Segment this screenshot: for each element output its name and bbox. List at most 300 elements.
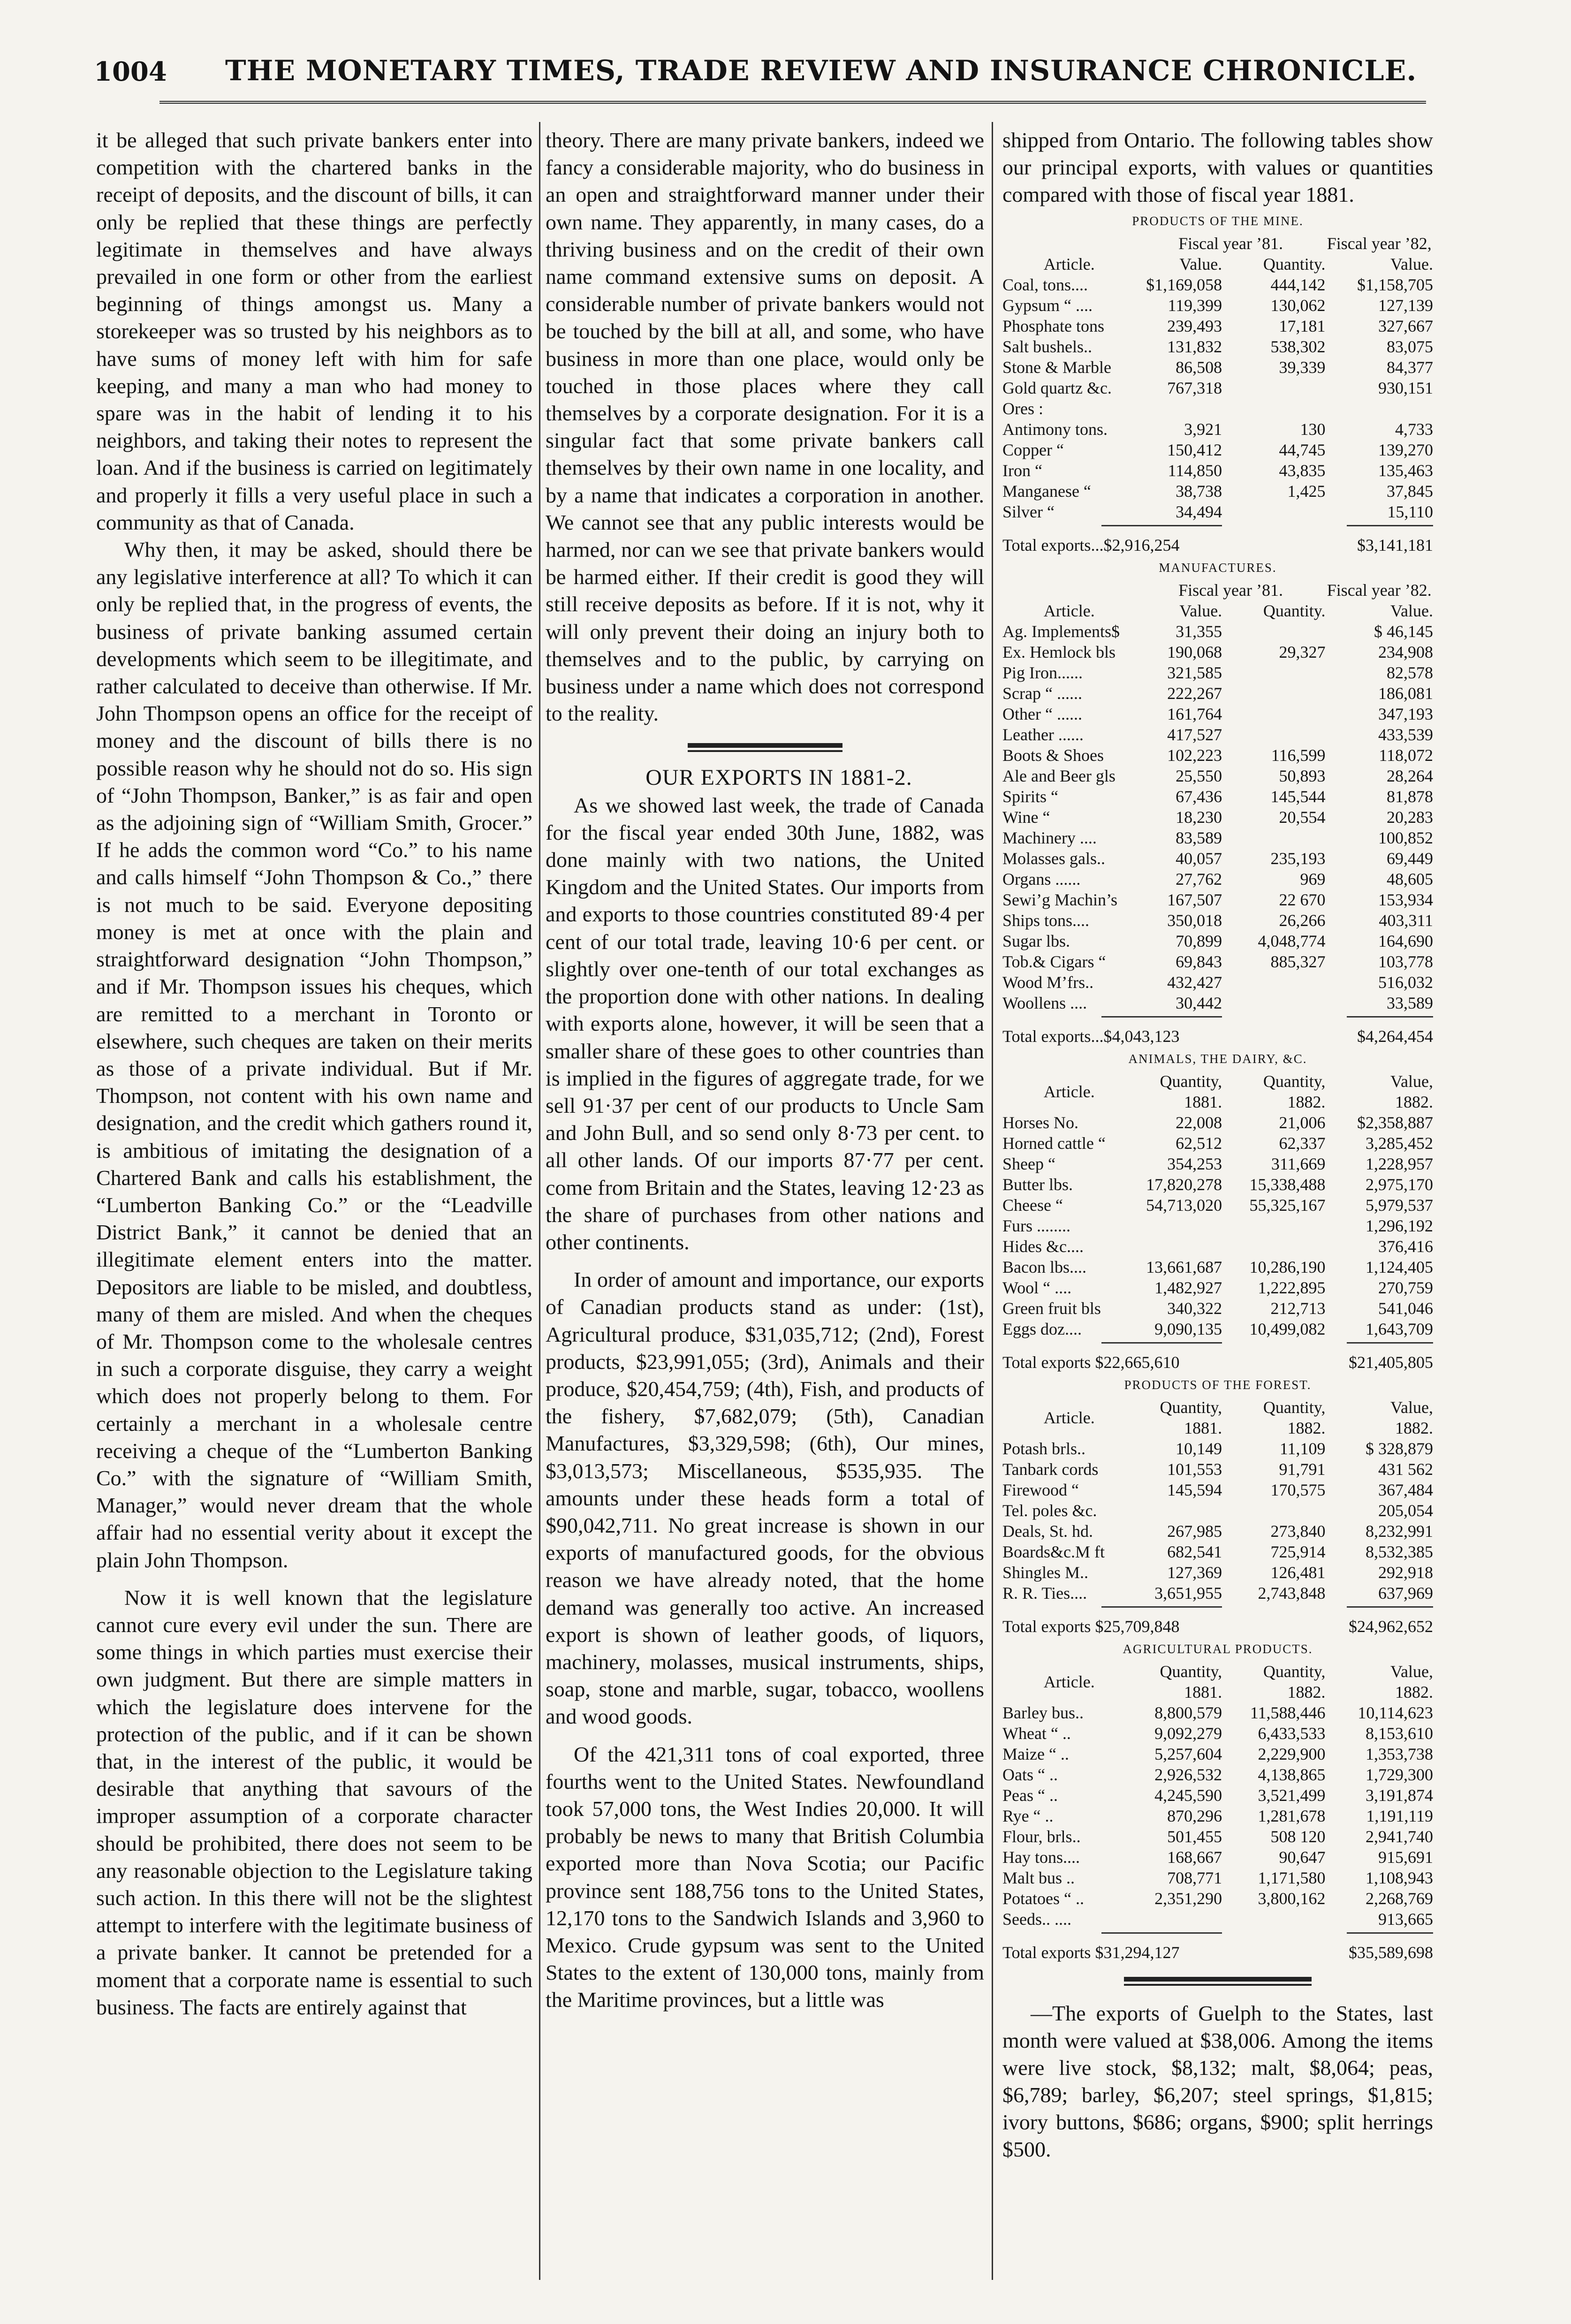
article-cell: Silver “ bbox=[1002, 502, 1055, 521]
value-cell: 444,142 bbox=[1270, 275, 1326, 294]
article-cell: Wool “ .... bbox=[1002, 1278, 1072, 1297]
total-row bbox=[1002, 1608, 1433, 1637]
value-cell: $ 328,879 bbox=[1366, 1439, 1433, 1458]
value-cell: 127,369 bbox=[1167, 1563, 1222, 1582]
value-cell: 101,553 bbox=[1167, 1459, 1222, 1479]
table-row bbox=[1002, 1847, 1433, 1868]
header-row bbox=[1002, 254, 1433, 274]
table-row bbox=[1002, 440, 1433, 460]
article-cell: Gold quartz &c. bbox=[1002, 378, 1112, 397]
value-cell: 30,442 bbox=[1176, 993, 1222, 1012]
article-cell: Wheat “ .. bbox=[1002, 1724, 1071, 1743]
article-cell: Tob.& Cigars “ bbox=[1002, 952, 1106, 971]
value-cell: 501,455 bbox=[1167, 1827, 1222, 1846]
column-header: Value, 1882. bbox=[1390, 1662, 1433, 1701]
table-row bbox=[1002, 1319, 1433, 1339]
article-cell: Peas “ .. bbox=[1002, 1785, 1058, 1805]
total-value: $35,589,698 bbox=[1349, 1943, 1433, 1962]
value-cell bbox=[1222, 501, 1325, 522]
table bbox=[1002, 1661, 1433, 1963]
value-cell: 538,302 bbox=[1270, 337, 1326, 356]
value-cell: 239,493 bbox=[1167, 316, 1222, 335]
table-row bbox=[1002, 1133, 1433, 1154]
article-cell: Maize “ .. bbox=[1002, 1744, 1069, 1763]
table-row bbox=[1002, 993, 1433, 1013]
table-row bbox=[1002, 501, 1433, 522]
article-cell: Ale and Beer gls bbox=[1002, 766, 1116, 785]
column-header: Quantity. bbox=[1263, 254, 1326, 273]
table-row bbox=[1002, 1257, 1433, 1277]
article-cell: Oats “ .. bbox=[1002, 1765, 1058, 1784]
column-header: Quantity, 1881. bbox=[1160, 1397, 1222, 1437]
value-cell: 3,921 bbox=[1184, 419, 1222, 439]
column-header: Quantity, 1882. bbox=[1263, 1662, 1326, 1701]
value-cell: 131,832 bbox=[1167, 337, 1222, 356]
column-2 bbox=[546, 127, 984, 2014]
value-cell: $1,169,058 bbox=[1146, 275, 1222, 294]
value-cell: 28,264 bbox=[1387, 766, 1433, 785]
value-cell: 10,499,082 bbox=[1249, 1319, 1326, 1338]
article-cell: Ex. Hemlock bls bbox=[1002, 642, 1116, 661]
value-cell: 10,149 bbox=[1176, 1439, 1222, 1458]
table-row bbox=[1002, 1236, 1433, 1257]
value-cell: 340,322 bbox=[1167, 1299, 1222, 1318]
value-cell: 27,762 bbox=[1176, 869, 1222, 889]
table-row bbox=[1002, 1195, 1433, 1215]
value-cell: 90,647 bbox=[1279, 1847, 1326, 1867]
header-cell bbox=[1002, 580, 1136, 600]
rule-row bbox=[1002, 522, 1433, 526]
article-cell: Sugar lbs. bbox=[1002, 931, 1070, 950]
value-cell bbox=[1136, 1236, 1222, 1257]
value-cell bbox=[1222, 1236, 1325, 1257]
paragraph: Of the 421,311 tons of coal exported, three fourths went to the United States. Newfoundland took 57,000 tons, the West Indies 20,000. It will probably be news to many that British Columbia exported more than Nova Scotia; our Pacific province sent 188,756 tons to the United States, 12,170 tons to the Sandwich Islands and 3,960 to Mexico. Crude gypsum was sent to the United States to the extent of 130,000 tons, mainly from the Maritime provinces, but a little was bbox=[546, 1742, 984, 2012]
table-agricultural-products bbox=[1002, 1639, 1433, 1963]
value-cell: 541,046 bbox=[1378, 1299, 1433, 1318]
table-row bbox=[1002, 1909, 1433, 1929]
value-cell: 139,270 bbox=[1378, 440, 1433, 459]
value-cell: 150,412 bbox=[1167, 440, 1222, 459]
column-header: Article. bbox=[1043, 1672, 1095, 1691]
value-cell: 20,554 bbox=[1279, 807, 1326, 827]
value-cell: 69,449 bbox=[1387, 849, 1433, 868]
value-cell: 190,068 bbox=[1167, 642, 1222, 661]
article-cell: Pig Iron...... bbox=[1002, 663, 1083, 682]
table-row bbox=[1002, 1888, 1433, 1909]
value-cell bbox=[1136, 1909, 1222, 1929]
value-cell bbox=[1325, 398, 1433, 419]
value-cell: 10,286,190 bbox=[1249, 1257, 1326, 1276]
rule-row bbox=[1002, 1929, 1433, 1934]
value-cell: 1,425 bbox=[1287, 481, 1326, 501]
value-cell: 114,850 bbox=[1168, 461, 1222, 480]
value-cell: 3,800,162 bbox=[1258, 1889, 1326, 1908]
article-cell: Leather ...... bbox=[1002, 725, 1084, 744]
article-cell: Copper “ bbox=[1002, 440, 1064, 459]
paragraph: theory. There are many private bankers, indeed we fancy a considerable majority, who do business in an open and straightforward manner under their own name. They apparently, in many cases, do a thriving business and on the credit of their own name command extensive sums on deposit. A considerable number of private bankers would not be touched by the bill at all, and some, who have business in more than one place, would only be touched in those places where they call themselves by a corporate designation. For it is a singular fact that some private bankers call themselves by their own name in one locality, and by a name that indicates a corporation in another. We cannot see that any public interests would be harmed, nor can we see that private bankers would be harmed either. If their credit is good they will still receive deposits as before. If it is not, why it will only prevent their doing an injury both to themselves and to the public, by carrying on business under a name which does not correspond to the reality. bbox=[546, 128, 984, 726]
value-cell: 145,594 bbox=[1167, 1480, 1222, 1499]
value-cell: 135,463 bbox=[1378, 461, 1433, 480]
value-cell: 321,585 bbox=[1167, 663, 1222, 682]
value-cell: 1,228,957 bbox=[1366, 1154, 1433, 1173]
value-cell: 913,665 bbox=[1378, 1909, 1433, 1929]
table-row bbox=[1002, 724, 1433, 745]
value-cell bbox=[1222, 621, 1325, 642]
column-header: Quantity, 1882. bbox=[1263, 1397, 1326, 1437]
page-header bbox=[94, 52, 1435, 103]
column-divider bbox=[539, 122, 540, 2280]
value-cell: 130,062 bbox=[1270, 296, 1326, 315]
value-cell: 17,181 bbox=[1279, 316, 1326, 335]
export-tables bbox=[1002, 211, 1433, 1963]
article-cell: Wine “ bbox=[1002, 807, 1050, 827]
value-cell: 969 bbox=[1300, 869, 1326, 889]
table-row bbox=[1002, 1298, 1433, 1319]
value-cell: 1,353,738 bbox=[1366, 1744, 1433, 1763]
article-cell: Barley bus.. bbox=[1002, 1703, 1084, 1722]
table-row bbox=[1002, 1521, 1433, 1542]
value-cell bbox=[1136, 398, 1222, 419]
value-cell: 1,296,192 bbox=[1366, 1216, 1433, 1235]
value-cell: 91,791 bbox=[1279, 1459, 1326, 1479]
value-cell: 2,743,848 bbox=[1258, 1583, 1326, 1602]
value-cell: 26,266 bbox=[1279, 911, 1326, 930]
value-cell: 2,941,740 bbox=[1366, 1827, 1433, 1846]
article-cell: Gypsum “ .... bbox=[1002, 296, 1093, 315]
value-cell: 5,257,604 bbox=[1154, 1744, 1222, 1763]
table-row bbox=[1002, 807, 1433, 828]
table-row bbox=[1002, 1583, 1433, 1603]
table-row bbox=[1002, 931, 1433, 951]
article-cell: Eggs doz.... bbox=[1002, 1319, 1082, 1338]
value-cell: 1,191,119 bbox=[1366, 1806, 1433, 1825]
article-cell: Stone & Marble bbox=[1002, 357, 1111, 377]
value-cell: 5,979,537 bbox=[1366, 1195, 1433, 1215]
value-cell: 161,764 bbox=[1167, 704, 1222, 723]
value-cell bbox=[1222, 993, 1325, 1013]
value-cell: 915,691 bbox=[1378, 1847, 1433, 1867]
value-cell: $2,358,887 bbox=[1357, 1113, 1433, 1132]
value-cell: 234,908 bbox=[1378, 642, 1433, 661]
value-cell: 33,589 bbox=[1387, 993, 1433, 1012]
article-cell: Bacon lbs.... bbox=[1002, 1257, 1086, 1276]
value-cell: 15,110 bbox=[1387, 502, 1433, 521]
value-cell: 116,599 bbox=[1271, 745, 1326, 765]
article-cell: Salt bushels.. bbox=[1002, 337, 1093, 356]
table-row bbox=[1002, 621, 1433, 642]
value-cell: 55,325,167 bbox=[1249, 1195, 1326, 1215]
article-cell: Phosphate tons bbox=[1002, 316, 1105, 335]
value-cell bbox=[1136, 1500, 1222, 1521]
value-cell: 2,351,290 bbox=[1154, 1889, 1222, 1908]
value-cell: 3,191,874 bbox=[1366, 1785, 1433, 1805]
article-cell: Deals, St. hd. bbox=[1002, 1521, 1093, 1541]
value-cell: 682,541 bbox=[1167, 1542, 1222, 1561]
value-cell: 8,232,991 bbox=[1366, 1521, 1433, 1541]
total-value: $3,141,181 bbox=[1357, 535, 1433, 554]
value-cell: 508 120 bbox=[1270, 1827, 1326, 1846]
rule-row bbox=[1002, 1013, 1433, 1018]
article-cell: Shingles M.. bbox=[1002, 1563, 1089, 1582]
table-row bbox=[1002, 460, 1433, 481]
table-row bbox=[1002, 378, 1433, 398]
value-cell: 235,193 bbox=[1270, 849, 1326, 868]
value-cell bbox=[1222, 828, 1325, 848]
value-cell: 1,222,895 bbox=[1258, 1278, 1326, 1297]
article-cell: Tanbark cords bbox=[1002, 1459, 1099, 1479]
article-cell: Cheese “ bbox=[1002, 1195, 1063, 1215]
article-cell: Green fruit bls bbox=[1002, 1299, 1101, 1318]
table-row bbox=[1002, 1744, 1433, 1764]
value-cell: 1,108,943 bbox=[1366, 1868, 1433, 1887]
value-cell bbox=[1222, 972, 1325, 993]
value-cell: 69,843 bbox=[1176, 952, 1222, 971]
table-manufactures bbox=[1002, 557, 1433, 1047]
article-cell: Horses No. bbox=[1002, 1113, 1078, 1132]
value-cell: 153,934 bbox=[1378, 890, 1433, 909]
value-cell: 1,643,709 bbox=[1366, 1319, 1433, 1338]
table-row bbox=[1002, 1112, 1433, 1133]
article-cell: Furs ........ bbox=[1002, 1216, 1071, 1235]
value-cell: 1,124,405 bbox=[1366, 1257, 1433, 1276]
column-header: Quantity. bbox=[1263, 601, 1326, 620]
value-cell: 22 670 bbox=[1279, 890, 1326, 909]
article-cell: Ores : bbox=[1002, 399, 1043, 418]
value-cell: 21,006 bbox=[1279, 1113, 1326, 1132]
value-cell bbox=[1222, 1909, 1325, 1929]
value-cell: 1,482,927 bbox=[1154, 1278, 1222, 1297]
table-row bbox=[1002, 828, 1433, 848]
total-label: Total exports $31,294,127 bbox=[1002, 1943, 1180, 1962]
value-cell: 205,054 bbox=[1378, 1501, 1433, 1520]
table-row bbox=[1002, 1785, 1433, 1806]
column-header: Value. bbox=[1179, 601, 1222, 620]
value-cell: 83,589 bbox=[1176, 828, 1222, 847]
value-cell: 84,377 bbox=[1387, 357, 1433, 377]
table-row bbox=[1002, 1438, 1433, 1459]
value-cell: 34,494 bbox=[1176, 502, 1222, 521]
article-cell: Scrap “ ...... bbox=[1002, 684, 1082, 703]
column-header: Value. bbox=[1390, 601, 1433, 620]
article-cell: Organs ...... bbox=[1002, 869, 1081, 889]
value-cell: 38,738 bbox=[1176, 481, 1222, 501]
table-row bbox=[1002, 683, 1433, 704]
value-cell: 118,072 bbox=[1379, 745, 1433, 765]
article-cell: Spirits “ bbox=[1002, 787, 1059, 806]
value-cell: 100,852 bbox=[1378, 828, 1433, 847]
value-cell: 15,338,488 bbox=[1249, 1175, 1326, 1194]
value-cell: 130 bbox=[1300, 419, 1326, 439]
value-cell: 186,081 bbox=[1378, 684, 1433, 703]
header-row bbox=[1002, 1661, 1433, 1702]
table-products-of-the-mine bbox=[1002, 211, 1433, 555]
value-cell: 70,899 bbox=[1176, 931, 1222, 950]
value-cell: 270,759 bbox=[1378, 1278, 1433, 1297]
table-row bbox=[1002, 1174, 1433, 1195]
article-cell: Ag. Implements$ bbox=[1002, 622, 1120, 641]
column-divider bbox=[992, 122, 993, 2280]
value-cell: 6,433,533 bbox=[1258, 1724, 1326, 1743]
article-cell: Iron “ bbox=[1002, 461, 1042, 480]
value-cell: $1,158,705 bbox=[1357, 275, 1433, 294]
value-cell: 48,605 bbox=[1387, 869, 1433, 889]
article-cell: Sheep “ bbox=[1002, 1154, 1055, 1173]
article-cell: Sewi’g Machin’s bbox=[1002, 890, 1117, 909]
article-cell: Boots & Shoes bbox=[1002, 745, 1104, 765]
value-cell: 930,151 bbox=[1378, 378, 1433, 397]
value-cell: 50,893 bbox=[1279, 766, 1326, 785]
value-cell: 885,327 bbox=[1270, 952, 1326, 971]
total-row bbox=[1002, 1344, 1433, 1373]
value-cell bbox=[1222, 724, 1325, 745]
rule-row bbox=[1002, 1339, 1433, 1344]
table-caption: MANUFACTURES. bbox=[1159, 560, 1277, 575]
value-cell: 168,667 bbox=[1167, 1847, 1222, 1867]
value-cell bbox=[1222, 1500, 1325, 1521]
value-cell: 311,669 bbox=[1271, 1154, 1326, 1173]
value-cell: 8,153,610 bbox=[1366, 1724, 1433, 1743]
header-cell bbox=[1002, 233, 1136, 254]
value-cell: 102,223 bbox=[1167, 745, 1222, 765]
value-cell: 126,481 bbox=[1270, 1563, 1326, 1582]
value-cell bbox=[1222, 683, 1325, 704]
table-row bbox=[1002, 295, 1433, 316]
table-row bbox=[1002, 1806, 1433, 1826]
table-row bbox=[1002, 274, 1433, 295]
article-cell: R. R. Ties.... bbox=[1002, 1583, 1087, 1602]
header-row bbox=[1002, 600, 1433, 621]
value-cell bbox=[1222, 398, 1325, 419]
value-cell: 367,484 bbox=[1378, 1480, 1433, 1499]
column-header: Article. bbox=[1043, 1082, 1095, 1101]
table-row bbox=[1002, 745, 1433, 766]
header-row bbox=[1002, 1071, 1433, 1112]
value-cell: 29,327 bbox=[1279, 642, 1326, 661]
value-cell: 103,778 bbox=[1378, 952, 1433, 971]
table-row bbox=[1002, 1826, 1433, 1847]
value-cell: 2,926,532 bbox=[1154, 1765, 1222, 1784]
value-cell: 39,339 bbox=[1279, 357, 1326, 377]
value-cell: 86,508 bbox=[1176, 357, 1222, 377]
header-row bbox=[1002, 580, 1433, 600]
value-cell: 44,745 bbox=[1279, 440, 1326, 459]
article-cell: Machinery .... bbox=[1002, 828, 1097, 847]
column-3 bbox=[1002, 127, 1433, 2163]
paragraph: Now it is well known that the legislature cannot cure every evil under the sun. There are some things in which parties must exercise their own judgment. But there are simple matters in which the legislature does intervene for the protection of the public, and if it can be shown that, in the interest of the public, it would be desirable that anything that savours of the improper assumption of a corporate character should be prohibited, there does not seem to be any reasonable objection to the Legislature taking such action. In this there will not be the slightest attempt to interfere with the legitimate business of a private banker. It cannot be pretended for a moment that a corporate name is essential to such business. The facts are entirely against that bbox=[96, 1585, 532, 2019]
column-header: Article. bbox=[1043, 254, 1095, 273]
page-title: THE MONETARY TIMES, TRADE REVIEW AND INSURANCE CHRONICLE. bbox=[225, 54, 1417, 87]
article-cell: Butter lbs. bbox=[1002, 1175, 1073, 1194]
section-separator bbox=[1124, 1977, 1312, 1986]
value-cell: 18,230 bbox=[1176, 807, 1222, 827]
value-cell: 354,253 bbox=[1167, 1154, 1222, 1173]
table-row bbox=[1002, 1562, 1433, 1583]
value-cell: 31,355 bbox=[1176, 622, 1222, 641]
article-cell: Coal, tons.... bbox=[1002, 275, 1088, 294]
value-cell: 54,713,020 bbox=[1146, 1195, 1222, 1215]
article-cell: Malt bus .. bbox=[1002, 1868, 1075, 1887]
column-header: Value. bbox=[1390, 254, 1433, 273]
value-cell: 432,427 bbox=[1167, 972, 1222, 992]
total-value: $4,264,454 bbox=[1357, 1026, 1433, 1046]
total-label: Total exports $22,665,610 bbox=[1002, 1352, 1180, 1372]
article-cell: Seeds.. .... bbox=[1002, 1909, 1071, 1929]
value-cell: 222,267 bbox=[1167, 684, 1222, 703]
paragraph: —The exports of Guelph to the States, last month were valued at $38,006. Among the items were live stock, $8,132; malt, $8,064; peas, $6,789; barley, $6,207; steel springs, $1,815; ivory buttons, $686; organs, $900; split herrings $500. bbox=[1002, 2001, 1433, 2161]
table-row bbox=[1002, 1215, 1433, 1236]
value-cell bbox=[1136, 1215, 1222, 1236]
table-row bbox=[1002, 704, 1433, 724]
table-row bbox=[1002, 316, 1433, 336]
table-row bbox=[1002, 1459, 1433, 1480]
value-cell: 516,032 bbox=[1378, 972, 1433, 992]
value-cell: 3,651,955 bbox=[1154, 1583, 1222, 1602]
article-cell: Ships tons.... bbox=[1002, 911, 1090, 930]
value-cell: 267,985 bbox=[1167, 1521, 1222, 1541]
column-header: Value, 1882. bbox=[1390, 1397, 1433, 1437]
paragraph: it be alleged that such private bankers enter into competition with the chartered banks in the receipt of deposits, and the discount of bills, it can only be replied that these things are perfectly legitimate in themselves and have always prevailed in one form or other from the earliest beginning of things amongst us. Many a storekeeper was so trusted by his neighbors as to have sums of money left with him for safe keeping, and many a man who had money to spare was in the habit of lending it to his neighbors, and taking their notes to represent the loan. And if the business is carried on legitimately and properly it fills a very useful place in such a community as that of Canada. bbox=[96, 128, 532, 534]
value-cell: 1,171,580 bbox=[1258, 1868, 1326, 1887]
table bbox=[1002, 233, 1433, 555]
value-cell: 417,527 bbox=[1167, 725, 1222, 744]
paragraph: Why then, it may be asked, should there be any legislative interference at all? To which it can only be replied that, in the progress of events, the business of private banking assumed certain developments which seem to be illegitimate, and rather calculated to deceive than otherwise. If Mr. John Thompson opens an office for the receipt of money and the discount of bills there is no possible reason why he should not do so. His sign of “John Thompson, Banker,” is as fair and open as the adjoining sign of “William Smith, Grocer.” If he adds the common word “Co.” to his name and calls himself “John Thompson & Co.,” there is not much to be said. Everyone depositing money is met at once with the plain and straightforward designation “John Thompson,” and if Mr. Thompson issues his cheques, which are remitted to a merchant in Toronto or elsewhere, such cheques are taken on their merits as those of a private individual. But if Mr. Thompson, not content with his own name and designation, and the credit which gathers round it, is ambitious of imitating the designation of a Chartered Bank and calls his establishment, the “Lumberton Banking Co.” or the “Leadville District Bank,” it cannot be denied that an illegitimate element enters into the matter. Depositors are liable to be misled, and doubtless, many of them are misled. And when the cheques of Mr. Thompson come to the wholesale centres in such a corporate disguise, they carry a weight which does not properly belong to them. For certainly a merchant in a wholesale centre receiving a cheque of the “Lumberton Banking Co.” with the signature of “William Smith, Manager,” would never dream that the whole affair had no essential verity about it except the plain John Thompson. bbox=[96, 538, 532, 1572]
page-number: 1004 bbox=[94, 56, 167, 87]
value-cell: 8,800,579 bbox=[1154, 1703, 1222, 1722]
value-cell: 292,918 bbox=[1378, 1563, 1433, 1582]
column-header: Quantity, 1881. bbox=[1160, 1071, 1222, 1111]
table-caption: ANIMALS, THE DAIRY, &C. bbox=[1128, 1051, 1307, 1066]
header-cell: Fiscal year ’82. bbox=[1327, 580, 1432, 600]
value-cell: 25,550 bbox=[1176, 766, 1222, 785]
value-cell: 37,845 bbox=[1387, 481, 1433, 501]
table-caption: PRODUCTS OF THE FOREST. bbox=[1124, 1377, 1312, 1392]
total-row bbox=[1002, 1934, 1433, 1963]
table-row bbox=[1002, 951, 1433, 972]
value-cell: 433,539 bbox=[1378, 725, 1433, 744]
value-cell bbox=[1222, 1215, 1325, 1236]
value-cell: 9,092,279 bbox=[1154, 1724, 1222, 1743]
table-row bbox=[1002, 1154, 1433, 1174]
column-header: Value, 1882. bbox=[1390, 1071, 1433, 1111]
header-row bbox=[1002, 1397, 1433, 1438]
value-cell: 10,114,623 bbox=[1358, 1703, 1433, 1722]
table-products-of-forest bbox=[1002, 1375, 1433, 1637]
value-cell: 4,245,590 bbox=[1154, 1785, 1222, 1805]
table bbox=[1002, 580, 1433, 1047]
value-cell: 81,878 bbox=[1387, 787, 1433, 806]
value-cell: 3,285,452 bbox=[1366, 1133, 1433, 1153]
table-row bbox=[1002, 1723, 1433, 1744]
total-value: $24,962,652 bbox=[1349, 1617, 1433, 1636]
value-cell bbox=[1222, 378, 1325, 398]
value-cell: 22,008 bbox=[1176, 1113, 1222, 1132]
article-cell: Boards&c.M ft bbox=[1002, 1542, 1105, 1561]
value-cell bbox=[1222, 704, 1325, 724]
article-cell: Other “ ...... bbox=[1002, 704, 1082, 723]
total-label: Total exports...$4,043,123 bbox=[1002, 1026, 1180, 1046]
article-cell: Molasses gals.. bbox=[1002, 849, 1105, 868]
total-label: Total exports...$2,916,254 bbox=[1002, 535, 1180, 554]
table-row bbox=[1002, 766, 1433, 786]
value-cell: 1,281,678 bbox=[1258, 1806, 1326, 1825]
article-cell: Potatoes “ .. bbox=[1002, 1889, 1084, 1908]
value-cell: 145,544 bbox=[1270, 787, 1326, 806]
value-cell: 403,311 bbox=[1379, 911, 1433, 930]
table-row bbox=[1002, 357, 1433, 378]
value-cell bbox=[1222, 662, 1325, 683]
article-cell: Firewood “ bbox=[1002, 1480, 1079, 1499]
value-cell: 212,713 bbox=[1270, 1299, 1326, 1318]
